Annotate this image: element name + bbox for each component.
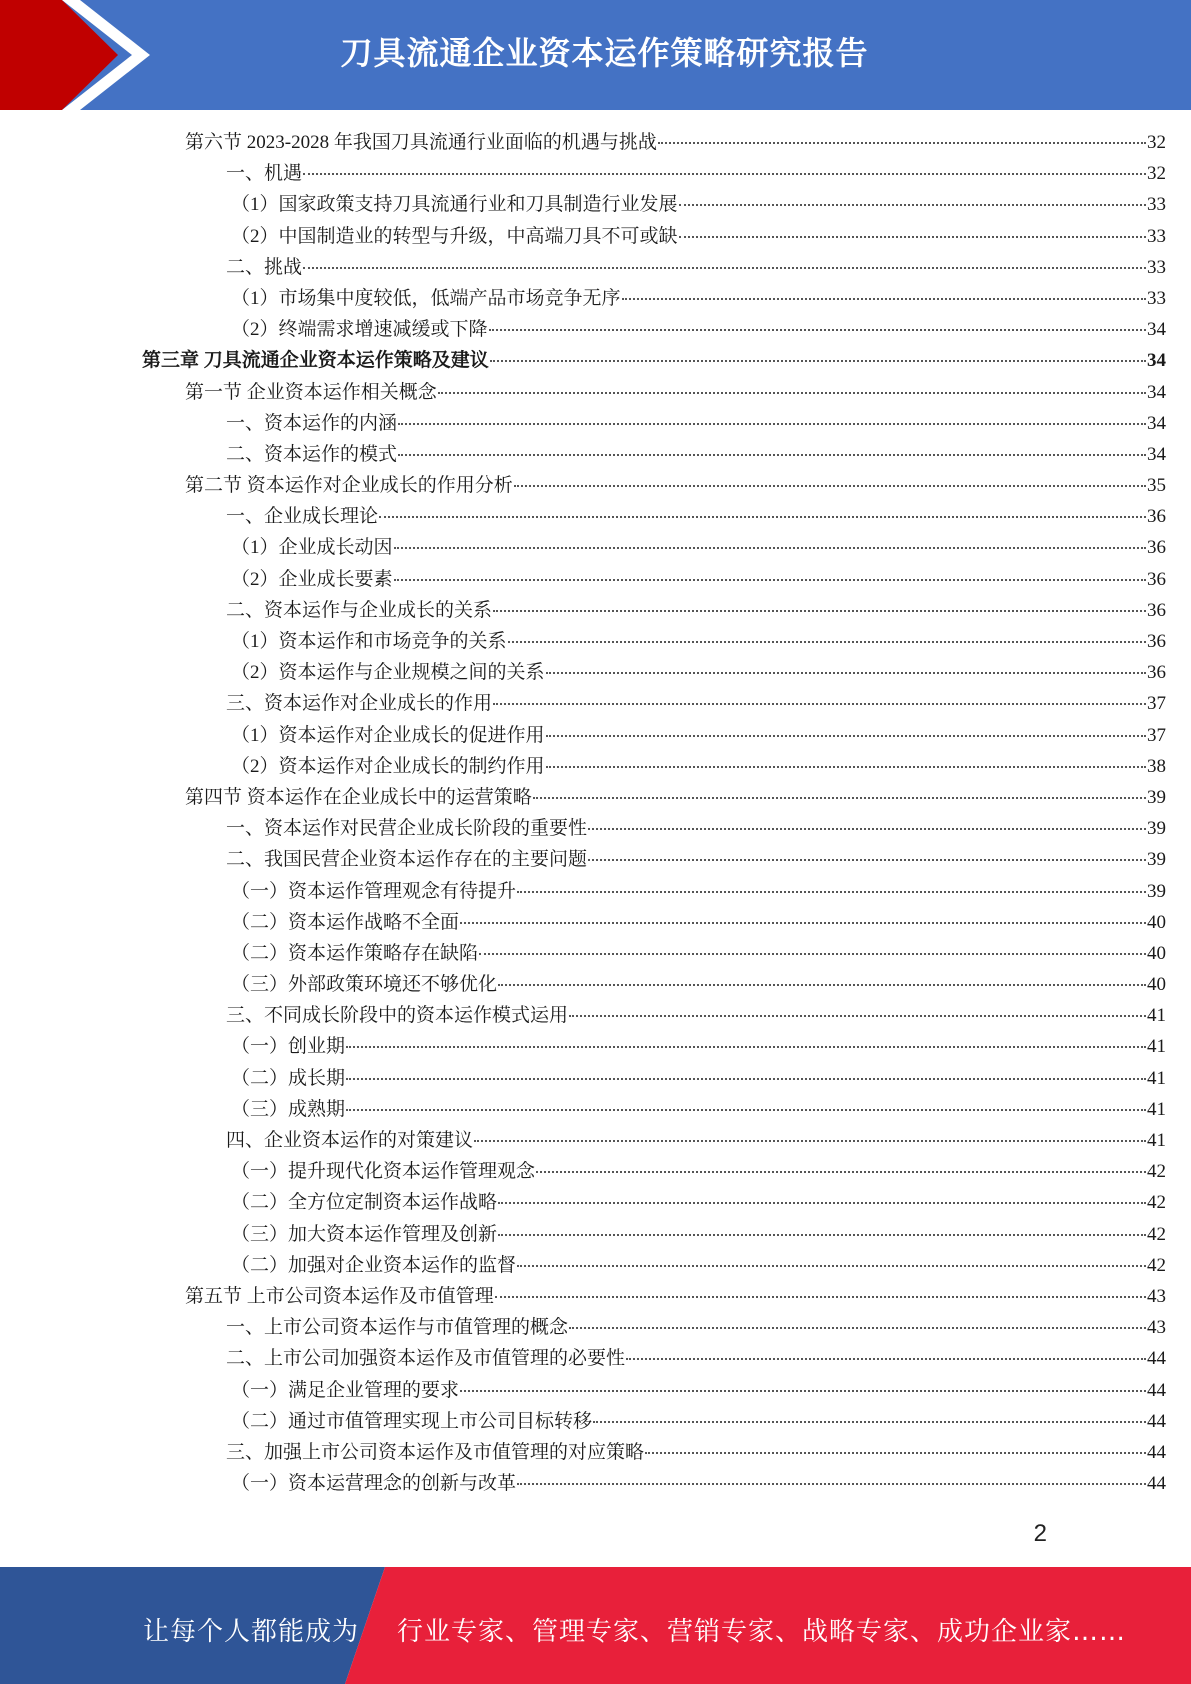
toc-entry-label: 一、企业成长理论 xyxy=(226,506,379,528)
toc-entry-page: 44 xyxy=(1147,1473,1166,1495)
toc-entry[interactable] xyxy=(0,158,1166,189)
toc-entry[interactable] xyxy=(0,1000,1166,1031)
toc-entry[interactable] xyxy=(0,751,1166,782)
toc-dot-leader xyxy=(303,267,1146,269)
toc-entry[interactable] xyxy=(0,470,1166,501)
toc-entry-label: 第六节 2023-2028 年我国刀具流通行业面临的机遇与挑战 xyxy=(185,132,657,153)
toc-dot-leader xyxy=(460,922,1146,924)
toc-entry[interactable] xyxy=(0,876,1166,907)
page-number: 2 xyxy=(1033,1520,1047,1547)
toc-entry-page: 39 xyxy=(1147,880,1166,902)
toc-entry[interactable] xyxy=(0,1219,1166,1250)
toc-entry-label: 二、我国民营企业资本运作存在的主要问题 xyxy=(226,849,588,871)
toc-entry-page: 34 xyxy=(1147,319,1166,341)
toc-entry[interactable] xyxy=(0,189,1166,220)
toc-entry[interactable] xyxy=(0,564,1166,595)
toc-entry-label: 第二节 资本运作对企业成长的作用分析 xyxy=(185,475,513,497)
toc-entry-page: 34 xyxy=(1147,412,1166,434)
toc-entry[interactable] xyxy=(0,501,1166,532)
toc-dot-leader xyxy=(398,454,1146,456)
toc-entry-page: 36 xyxy=(1147,631,1166,652)
toc-entry[interactable] xyxy=(0,408,1166,439)
toc-entry-page: 34 xyxy=(1147,381,1166,403)
toc-entry-label: （1）资本运作和市场竞争的关系 xyxy=(231,631,507,652)
footer-band xyxy=(0,1567,1191,1684)
toc-entry-page: 33 xyxy=(1147,194,1166,216)
toc-entry[interactable] xyxy=(0,1437,1166,1468)
toc-entry[interactable] xyxy=(0,221,1166,252)
toc-entry-label: 二、资本运作的模式 xyxy=(226,443,398,465)
toc-entry-label: 第五节 上市公司资本运作及市值管理 xyxy=(185,1285,494,1307)
toc-entry[interactable] xyxy=(0,1312,1166,1343)
toc-dot-leader xyxy=(517,1265,1146,1267)
toc-dot-leader xyxy=(588,859,1146,861)
toc-entry[interactable] xyxy=(0,688,1166,719)
toc-entry-page: 42 xyxy=(1147,1161,1166,1183)
toc-entry-label: （二）通过市值管理实现上市公司目标转移 xyxy=(231,1410,593,1432)
toc-entry[interactable] xyxy=(0,252,1166,283)
footer-slogan-left: 让每个人都能成为 xyxy=(143,1617,360,1647)
toc-entry-page: 33 xyxy=(1147,256,1166,278)
toc-dot-leader xyxy=(517,891,1146,893)
toc-dot-leader xyxy=(533,797,1146,799)
toc-entry-label: （1）市场集中度较低，低端产品市场竞争无序 xyxy=(231,287,621,309)
footer-slogan-right: 行业专家、管理专家、营销专家、战略专家、成功企业家…… xyxy=(397,1617,1127,1647)
toc-entry-label: （三）成熟期 xyxy=(231,1098,346,1120)
toc-entry-label: 一、资本运作对民营企业成长阶段的重要性 xyxy=(226,818,588,840)
toc-entry-label: （1）国家政策支持刀具流通行业和刀具制造行业发展 xyxy=(231,194,678,216)
toc-entry-page: 39 xyxy=(1147,849,1166,871)
toc-entry-label: 二、上市公司加强资本运作及市值管理的必要性 xyxy=(226,1348,626,1370)
toc-entry-label: 第三章 刀具流通企业资本运作策略及建议 xyxy=(142,350,489,372)
toc-entry-label: 四、企业资本运作的对策建议 xyxy=(226,1130,474,1151)
toc-entry[interactable] xyxy=(0,1187,1166,1218)
toc-dot-leader xyxy=(546,672,1146,674)
toc-dot-leader xyxy=(438,392,1146,394)
toc-dot-leader xyxy=(645,1452,1146,1454)
toc-entry-label: 二、挑战 xyxy=(226,256,303,278)
toc-dot-leader xyxy=(479,953,1146,955)
toc-entry-label: 二、资本运作与企业成长的关系 xyxy=(226,599,493,621)
toc-entry[interactable] xyxy=(0,1063,1166,1094)
toc-entry-label: （一）提升现代化资本运作管理观念 xyxy=(231,1161,536,1183)
toc-entry-label: （三）加大资本运作管理及创新 xyxy=(231,1223,498,1245)
toc-dot-leader xyxy=(346,1078,1146,1080)
toc-entry-page: 36 xyxy=(1147,599,1166,621)
toc-entry[interactable] xyxy=(0,1406,1166,1437)
toc-entry-page: 41 xyxy=(1147,1130,1166,1151)
toc-entry-label: 第四节 资本运作在企业成长中的运营策略 xyxy=(185,786,532,808)
toc-entry[interactable] xyxy=(0,782,1166,813)
toc-dot-leader xyxy=(498,984,1146,986)
toc-entry-page: 33 xyxy=(1147,225,1166,247)
toc-entry-page: 39 xyxy=(1147,818,1166,840)
toc-entry-page: 44 xyxy=(1147,1410,1166,1432)
toc-dot-leader xyxy=(546,735,1146,737)
toc-entry[interactable] xyxy=(0,657,1166,688)
toc-entry-label: 一、机遇 xyxy=(226,163,303,185)
toc-entry[interactable] xyxy=(0,1250,1166,1281)
toc-entry[interactable] xyxy=(0,844,1166,875)
toc-entry[interactable] xyxy=(0,938,1166,969)
toc-entry-page: 34 xyxy=(1147,350,1166,372)
toc-dot-leader xyxy=(536,1171,1146,1173)
toc-entry-page: 43 xyxy=(1147,1285,1166,1307)
toc-entry-label: （三）外部政策环境还不够优化 xyxy=(231,974,498,996)
toc-entry-label: （一）满足企业管理的要求 xyxy=(231,1379,460,1401)
report-header-band xyxy=(0,0,1191,110)
toc-dot-leader xyxy=(546,766,1146,768)
toc-dot-leader xyxy=(593,1421,1146,1423)
toc-entry-label: 三、加强上市公司资本运作及市值管理的对应策略 xyxy=(226,1441,645,1463)
toc-entry-page: 44 xyxy=(1147,1379,1166,1401)
toc-entry-label: （2）终端需求增速减缓或下降 xyxy=(231,319,488,341)
report-title: 刀具流通企业资本运作策略研究报告 xyxy=(340,34,869,72)
toc-entry-page: 36 xyxy=(1147,537,1166,559)
toc-entry-page: 34 xyxy=(1147,443,1166,465)
toc-dot-leader xyxy=(490,360,1146,362)
toc-entry[interactable] xyxy=(0,1281,1166,1312)
toc-dot-leader xyxy=(460,1390,1146,1392)
toc-entry-label: （1）企业成长动因 xyxy=(231,537,393,559)
toc-entry-label: （二）资本运作战略不全面 xyxy=(231,911,460,933)
toc-entry-page: 41 xyxy=(1147,1005,1166,1027)
toc-entry-label: 一、上市公司资本运作与市值管理的概念 xyxy=(226,1317,569,1339)
toc-dot-leader xyxy=(626,1358,1146,1360)
toc-dot-leader xyxy=(514,485,1146,487)
toc-entry-label: （2）资本运作与企业规模之间的关系 xyxy=(231,662,545,684)
toc-entry-page: 44 xyxy=(1147,1348,1166,1370)
toc-entry-label: （一）创业期 xyxy=(231,1036,346,1058)
toc-entry-page: 36 xyxy=(1147,568,1166,590)
toc-entry-label: 三、资本运作对企业成长的作用 xyxy=(226,693,493,715)
toc-entry[interactable] xyxy=(0,1031,1166,1062)
toc-entry[interactable] xyxy=(0,345,1166,376)
toc-entry[interactable] xyxy=(0,439,1166,470)
toc-dot-leader xyxy=(493,610,1146,612)
toc-entry-page: 44 xyxy=(1147,1441,1166,1463)
toc-dot-leader xyxy=(303,173,1146,175)
toc-dot-leader xyxy=(379,516,1146,518)
toc-entry-label: （一）资本运营理念的创新与改革 xyxy=(231,1473,517,1495)
toc-dot-leader xyxy=(498,1202,1146,1204)
toc-dot-leader xyxy=(346,1046,1146,1048)
toc-entry[interactable] xyxy=(0,532,1166,563)
toc-entry-label: （2）资本运作对企业成长的制约作用 xyxy=(231,755,545,777)
toc-entry[interactable] xyxy=(0,595,1166,626)
toc-entry-page: 36 xyxy=(1147,506,1166,528)
toc-entry-page: 42 xyxy=(1147,1223,1166,1245)
toc-entry[interactable] xyxy=(0,1375,1166,1406)
toc-entry-page: 33 xyxy=(1147,287,1166,309)
toc-entry-page: 35 xyxy=(1147,475,1166,497)
toc-entry-label: 一、资本运作的内涵 xyxy=(226,412,398,434)
toc-entry[interactable] xyxy=(0,1468,1166,1499)
toc-dot-leader xyxy=(508,641,1146,643)
toc-entry[interactable] xyxy=(0,813,1166,844)
toc-dot-leader xyxy=(489,329,1146,331)
toc-entry-page: 40 xyxy=(1147,974,1166,996)
toc-dot-leader xyxy=(474,1140,1146,1142)
toc-entry-label: 第一节 企业资本运作相关概念 xyxy=(185,381,437,403)
toc-entry-label: （1）资本运作对企业成长的促进作用 xyxy=(231,724,545,746)
toc-dot-leader xyxy=(493,703,1146,705)
toc-dot-leader xyxy=(517,1483,1146,1485)
toc-entry-page: 41 xyxy=(1147,1098,1166,1120)
toc-entry[interactable] xyxy=(0,377,1166,408)
toc-entry-label: （2）中国制造业的转型与升级，中高端刀具不可或缺 xyxy=(231,225,678,247)
toc-dot-leader xyxy=(498,1234,1146,1236)
toc-entry[interactable] xyxy=(0,969,1166,1000)
toc-dot-leader xyxy=(394,547,1146,549)
toc-entry-page: 42 xyxy=(1147,1192,1166,1214)
toc-entry-page: 41 xyxy=(1147,1036,1166,1058)
toc-entry-label: （二）成长期 xyxy=(231,1067,346,1089)
toc-entry[interactable] xyxy=(0,127,1166,158)
toc-entry-label: （一）资本运作管理观念有待提升 xyxy=(231,880,517,902)
toc-dot-leader xyxy=(588,828,1146,830)
toc-entry[interactable] xyxy=(0,1156,1166,1187)
toc-dot-leader xyxy=(346,1109,1146,1111)
toc-entry-page: 43 xyxy=(1147,1317,1166,1339)
toc-dot-leader xyxy=(679,204,1146,206)
toc-entry-page: 32 xyxy=(1147,132,1166,153)
toc-entry-label: （二）全方位定制资本运作战略 xyxy=(231,1192,498,1214)
toc-entry-page: 40 xyxy=(1147,942,1166,964)
toc-entry[interactable] xyxy=(0,314,1166,345)
toc-entry-label: （二）加强对企业资本运作的监督 xyxy=(231,1254,517,1276)
toc-entry-page: 38 xyxy=(1147,755,1166,777)
toc-dot-leader xyxy=(679,236,1146,238)
toc-entry[interactable] xyxy=(0,626,1166,657)
toc-dot-leader xyxy=(622,298,1146,300)
toc-entry-page: 32 xyxy=(1147,163,1166,185)
toc-entry-label: （二）资本运作策略存在缺陷 xyxy=(231,942,479,964)
toc-entry-page: 37 xyxy=(1147,724,1166,746)
toc-dot-leader xyxy=(569,1327,1146,1329)
toc-entry-page: 37 xyxy=(1147,693,1166,715)
toc-entry[interactable] xyxy=(0,283,1166,314)
table-of-contents xyxy=(0,127,1191,1499)
toc-entry-page: 41 xyxy=(1147,1067,1166,1089)
toc-dot-leader xyxy=(658,142,1146,144)
toc-entry-page: 36 xyxy=(1147,662,1166,684)
toc-entry-label: （2）企业成长要素 xyxy=(231,568,393,590)
toc-entry-label: 三、不同成长阶段中的资本运作模式运用 xyxy=(226,1005,569,1027)
toc-entry-page: 42 xyxy=(1147,1254,1166,1276)
toc-entry[interactable] xyxy=(0,720,1166,751)
toc-entry-page: 40 xyxy=(1147,911,1166,933)
toc-entry-page: 39 xyxy=(1147,786,1166,808)
toc-dot-leader xyxy=(394,579,1146,581)
toc-entry[interactable] xyxy=(0,907,1166,938)
toc-dot-leader xyxy=(495,1296,1146,1298)
toc-entry[interactable] xyxy=(0,1343,1166,1374)
toc-dot-leader xyxy=(569,1015,1146,1017)
toc-dot-leader xyxy=(398,423,1146,425)
toc-entry[interactable] xyxy=(0,1094,1166,1125)
toc-entry[interactable] xyxy=(0,1125,1166,1156)
